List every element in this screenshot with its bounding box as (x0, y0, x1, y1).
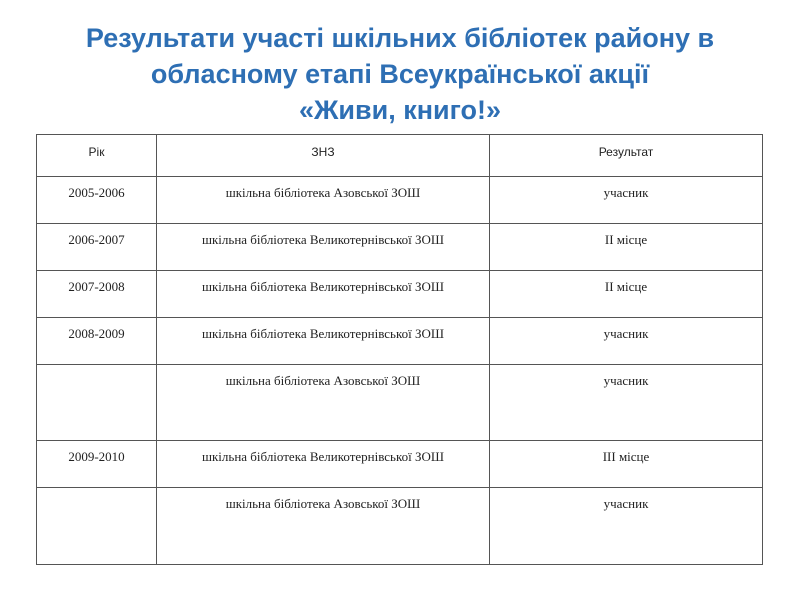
cell-result: учасник (490, 177, 763, 224)
cell-school: шкільна бібліотека Великотернівської ЗОШ (157, 224, 490, 271)
cell-result: ІІІ місце (490, 441, 763, 488)
results-table (36, 134, 763, 565)
slide-title (0, 20, 800, 128)
cell-year: 2009-2010 (37, 441, 157, 488)
title-line-3: «Живи, книго!» (298, 95, 502, 125)
header-school: ЗНЗ (157, 135, 490, 177)
header-result: Результат (490, 135, 763, 177)
table-row (37, 365, 763, 441)
cell-year (37, 365, 157, 441)
cell-result: учасник (490, 318, 763, 365)
cell-school: шкільна бібліотека Азовської ЗОШ (157, 365, 490, 441)
cell-year: 2005-2006 (37, 177, 157, 224)
table-row (37, 488, 763, 565)
cell-result: учасник (490, 365, 763, 441)
table-row (37, 271, 763, 318)
cell-school: шкільна бібліотека Великотернівської ЗОШ (157, 271, 490, 318)
cell-year: 2007-2008 (37, 271, 157, 318)
cell-result: учасник (490, 488, 763, 565)
cell-school: шкільна бібліотека Азовської ЗОШ (157, 177, 490, 224)
cell-year: 2008-2009 (37, 318, 157, 365)
cell-year (37, 488, 157, 565)
title-line-2: обласному етапі Всеукраїнської акції (150, 59, 650, 89)
table-row (37, 224, 763, 271)
table-row (37, 318, 763, 365)
title-line-1: Результати участі шкільних бібліотек району в (85, 23, 715, 53)
cell-school: шкільна бібліотека Азовської ЗОШ (157, 488, 490, 565)
header-year: Рік (37, 135, 157, 177)
cell-result: ІІ місце (490, 271, 763, 318)
cell-result: ІІ місце (490, 224, 763, 271)
table-header-row (37, 135, 763, 177)
table-row (37, 441, 763, 488)
table-row (37, 177, 763, 224)
cell-school: шкільна бібліотека Великотернівської ЗОШ (157, 441, 490, 488)
cell-school: шкільна бібліотека Великотернівської ЗОШ (157, 318, 490, 365)
cell-year: 2006-2007 (37, 224, 157, 271)
